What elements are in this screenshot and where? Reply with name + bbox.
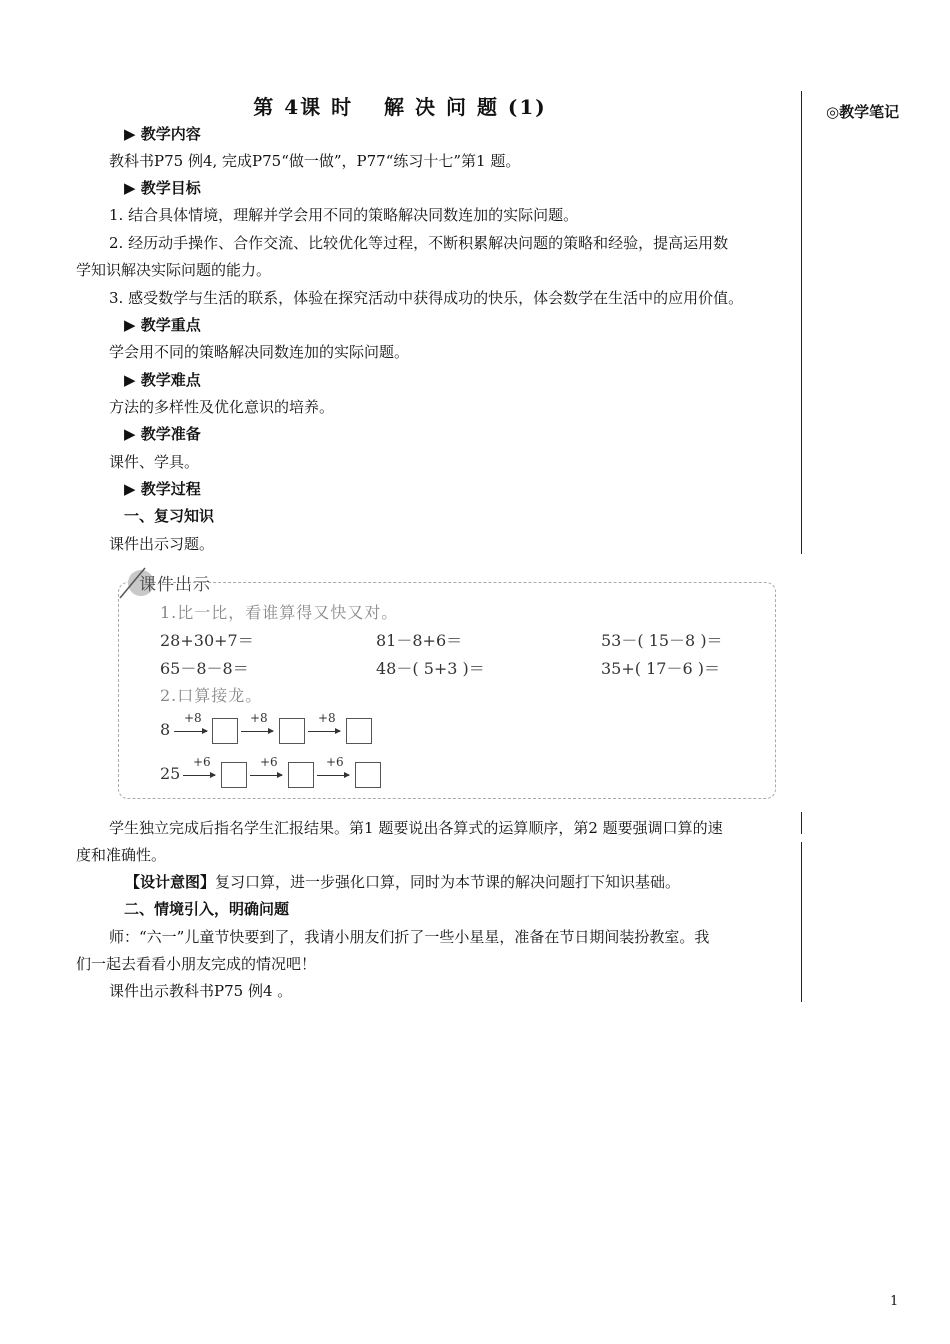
- teacher-text-cont: 们一起去看看小朋友完成的情况吧！: [76, 955, 317, 973]
- chain-2-start: 25: [160, 764, 181, 783]
- section-heading-goals: ▶ 教学目标: [124, 179, 201, 197]
- page-title: 第 4课 时 解 决 问 题 (1): [253, 95, 547, 119]
- answer-box: [279, 718, 305, 744]
- answer-box: [288, 762, 314, 788]
- content-text: 教科书P75 例4, 完成P75“做一做”，P77“练习十七”第1 题。: [109, 152, 521, 170]
- arrow-icon: [174, 731, 207, 732]
- arrow-icon: [183, 775, 215, 776]
- chain-1-step: +8: [250, 711, 268, 725]
- section-heading-content: ▶ 教学内容: [124, 125, 201, 143]
- report-text: 学生独立完成后指名学生汇报结果。第1 题要说出各算式的运算顺序，第2 题要强调口算的速: [109, 819, 723, 837]
- courseware-badge-label: 课件出示: [139, 575, 211, 595]
- equation-1: 28+30+7＝: [160, 631, 254, 650]
- key-text: 学会用不同的策略解决同数连加的实际问题。: [109, 343, 410, 361]
- chain-2-step: +6: [193, 755, 211, 769]
- arrow-icon: [317, 775, 349, 776]
- arrow-icon: [250, 775, 282, 776]
- design-intent-text: 复习口算，进一步强化口算，同时为本节课的解决问题打下知识基础。: [215, 873, 681, 891]
- section-heading-key: ▶ 教学重点: [124, 316, 201, 334]
- answer-box: [355, 762, 381, 788]
- section-heading-process: ▶ 教学过程: [124, 480, 201, 498]
- difficulty-text: 方法的多样性及优化意识的培养。: [109, 398, 335, 416]
- section-heading-preparation: ▶ 教学准备: [124, 425, 201, 443]
- goal-2: 2. 经历动手操作、合作交流、比较优化等过程，不断积累解决问题的策略和经验，提高运用数: [109, 234, 729, 252]
- teaching-notes-label: ◎教学笔记: [826, 103, 900, 121]
- chain-1-start: 8: [160, 720, 171, 739]
- margin-rule: [801, 842, 802, 1002]
- equation-5: 48－( 5+3 )＝: [376, 659, 485, 678]
- arrow-icon: [308, 731, 340, 732]
- page-number: 1: [890, 1294, 899, 1309]
- answer-box: [346, 718, 372, 744]
- design-intent: [125, 872, 680, 892]
- report-text-cont: 度和准确性。: [76, 846, 167, 864]
- chain-1-step: +8: [184, 711, 202, 725]
- arrow-icon: [241, 731, 273, 732]
- margin-rule: [801, 812, 802, 834]
- chain-2-step: +6: [260, 755, 278, 769]
- exercise-q1: 1.比一比，看谁算得又快又对。: [160, 603, 399, 622]
- teacher-text: 师：“六一”儿童节快要到了，我请小朋友们折了一些小星星，准备在节日期间装扮教室。我: [109, 928, 710, 946]
- margin-rule: [801, 91, 802, 554]
- courseware-badge: [115, 565, 225, 599]
- exercise-q2: 2.口算接龙。: [160, 686, 263, 705]
- goal-3: 3. 感受数学与生活的联系，体验在探究活动中获得成功的快乐，体会数学在生活中的应用价值。: [109, 289, 744, 307]
- goal-2-cont: 学知识解决实际问题的能力。: [76, 261, 272, 279]
- chain-1-step: +8: [318, 711, 336, 725]
- courseware-example: 课件出示教科书P75 例4 。: [109, 982, 293, 1000]
- answer-box: [212, 718, 238, 744]
- equation-2: 81－8+6＝: [376, 631, 463, 650]
- equation-4: 65－8－8＝: [160, 659, 249, 678]
- design-intent-label: 【设计意图】: [125, 873, 216, 891]
- step-2-heading: 二、情境引入，明确问题: [124, 900, 290, 918]
- step-1-heading: 一、复习知识: [124, 507, 215, 525]
- chain-2-step: +6: [326, 755, 344, 769]
- goal-1: 1. 结合具体情境，理解并学会用不同的策略解决同数连加的实际问题。: [109, 206, 579, 224]
- equation-6: 35+( 17－6 )＝: [601, 659, 720, 678]
- answer-box: [221, 762, 247, 788]
- step-1-text: 课件出示习题。: [109, 535, 215, 553]
- preparation-text: 课件、学具。: [109, 453, 200, 471]
- equation-3: 53－( 15－8 )＝: [601, 631, 723, 650]
- section-heading-difficulty: ▶ 教学难点: [124, 371, 201, 389]
